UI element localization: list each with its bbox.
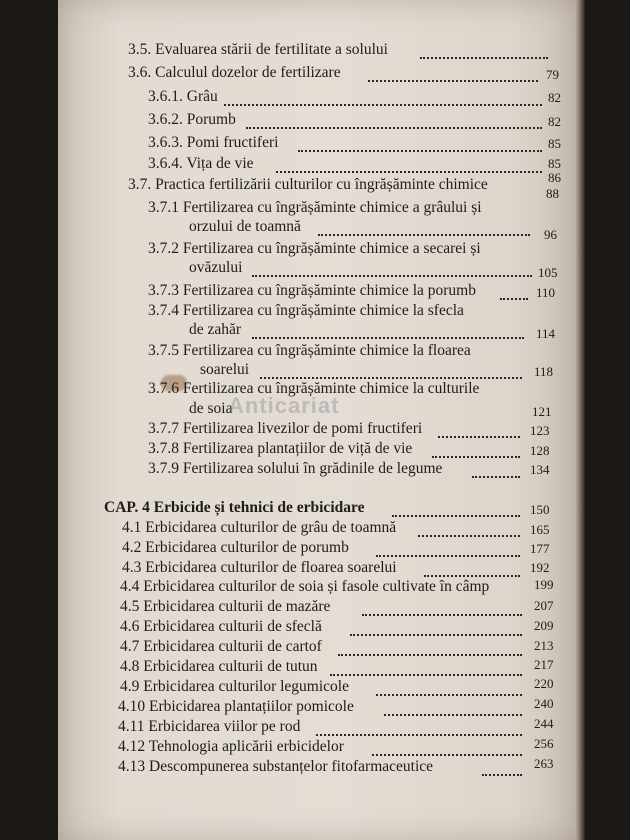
page-number: 177 (530, 541, 550, 556)
dot-leader (438, 436, 520, 438)
toc-entry: 4.2 Erbicidarea culturilor de porumb (122, 539, 349, 556)
page-number: 199 (534, 577, 554, 592)
toc-entry: 3.7.1 Fertilizarea cu îngrășăminte chimice a grâului și (148, 199, 482, 216)
dot-leader (246, 127, 542, 129)
dot-leader (260, 377, 522, 379)
toc-entry: 3.7.7 Fertilizarea livezilor de pomi fructiferi (148, 420, 423, 437)
page-number: 85 (548, 136, 561, 151)
dot-leader (392, 515, 520, 517)
page-number: 209 (534, 618, 554, 633)
page-number: 96 (544, 227, 557, 242)
dot-leader (316, 734, 522, 736)
page-number: 192 (530, 560, 550, 575)
toc-entry: 3.6.4. Vița de vie (148, 155, 254, 172)
toc-entry: 3.7.6 Fertilizarea cu îngrășăminte chimice la culturile (148, 380, 480, 397)
toc-entry-continuation: ovăzului (189, 259, 243, 276)
dot-leader (372, 754, 522, 756)
dot-leader (224, 104, 542, 106)
page-number: 240 (534, 696, 554, 711)
page-number: 85 (548, 156, 561, 171)
dot-leader (420, 57, 548, 59)
watermark: Anticariat (228, 393, 340, 418)
page-number: 256 (534, 736, 554, 751)
toc-entry: 4.4 Erbicidarea culturilor de soia și fasole cultivate în câmp (120, 578, 490, 595)
toc-entry: 4.13 Descompunerea substanțelor fitofarmaceutice (118, 758, 434, 775)
toc-entry-continuation: de soia (189, 400, 233, 417)
dot-leader (418, 535, 520, 537)
page-number: 207 (534, 598, 554, 613)
dot-leader (424, 575, 520, 577)
dot-leader (330, 674, 522, 676)
page-edge (575, 0, 585, 840)
dot-leader (362, 614, 522, 616)
dot-leader (384, 714, 522, 716)
toc-entry: 4.8 Erbicidarea culturii de tutun (120, 658, 318, 675)
toc-entry: 3.6.1. Grâu (148, 88, 218, 105)
toc-entry-continuation: orzului de toamnă (189, 218, 301, 235)
toc-entry: 3.7. Practica fertilizării culturilor cu îngrășăminte chimice (128, 176, 488, 193)
page-number: 217 (534, 657, 554, 672)
page-number: 165 (530, 522, 550, 537)
dot-leader (500, 298, 528, 300)
toc-entry: 3.7.4 Fertilizarea cu îngrășăminte chimice la sfecla (148, 302, 464, 319)
page-number: 220 (534, 676, 554, 691)
dot-leader (482, 774, 522, 776)
dot-leader (376, 694, 522, 696)
page-number: 134 (530, 462, 550, 477)
dot-leader (318, 234, 530, 236)
page-number: 121 (532, 404, 552, 419)
toc-entry: 4.12 Tehnologia aplicării erbicidelor (118, 738, 344, 755)
toc-entry: 4.9 Erbicidarea culturilor legumicole (120, 678, 349, 695)
page-number: 88 (546, 186, 559, 201)
toc-entry: 3.7.9 Fertilizarea solului în grădinile de legume (148, 460, 443, 477)
page-number: 244 (534, 716, 554, 731)
toc-entry: 4.6 Erbicidarea culturii de sfeclă (120, 618, 322, 635)
dot-leader (376, 555, 520, 557)
chapter-heading: CAP. 4 Erbicide și tehnici de erbicidare (104, 499, 365, 516)
page-number: 263 (534, 756, 554, 771)
dot-leader (252, 337, 524, 339)
toc-entry: 3.6.2. Porumb (148, 111, 236, 128)
dot-leader (432, 456, 520, 458)
dot-leader (298, 150, 542, 152)
toc-entry: 3.7.8 Fertilizarea plantațiilor de viță de vie (148, 440, 413, 457)
toc-entry-continuation: de zahăr (189, 321, 242, 338)
dot-leader (252, 275, 532, 277)
toc-entry: 4.10 Erbicidarea plantațiilor pomicole (118, 698, 354, 715)
page-number: 110 (536, 285, 556, 300)
page-number: 150 (530, 502, 550, 517)
toc-entry: 4.5 Erbicidarea culturii de mazăre (120, 598, 331, 615)
page-number: 128 (530, 443, 550, 458)
page-number: 114 (536, 326, 556, 341)
toc-entry: 3.7.3 Fertilizarea cu îngrășăminte chimice la porumb (148, 282, 476, 299)
toc-entry: 3.6. Calculul dozelor de fertilizare (128, 64, 341, 81)
dot-leader (368, 80, 538, 82)
page-number: 82 (548, 90, 561, 105)
toc-entry: 3.7.2 Fertilizarea cu îngrășăminte chimice a secarei și (148, 240, 481, 257)
dot-leader (472, 476, 520, 478)
toc-entry: 4.11 Erbicidarea viilor pe rod (118, 718, 301, 735)
dot-leader (350, 634, 522, 636)
page-number: 82 (548, 114, 561, 129)
toc-entry: 4.7 Erbicidarea culturii de cartof (120, 638, 322, 655)
page-number: 105 (538, 265, 558, 280)
page-number: 123 (530, 423, 550, 438)
dot-leader (276, 171, 542, 173)
toc-entry: 3.7.5 Fertilizarea cu îngrășăminte chimice la floarea (148, 342, 471, 359)
toc-entry-continuation: soarelui (200, 361, 250, 378)
page-number: 79 (546, 67, 559, 82)
page-number: 213 (534, 638, 554, 653)
toc-entry: 4.3 Erbicidarea culturilor de floarea soarelui (122, 559, 397, 576)
dot-leader (338, 654, 522, 656)
page-number: 118 (534, 364, 554, 379)
toc-entry: 3.6.3. Pomi fructiferi (148, 134, 279, 151)
toc-entry: 3.5. Evaluarea stării de fertilitate a solului (128, 41, 388, 58)
toc-entry: 4.1 Erbicidarea culturilor de grâu de toamnă (122, 519, 397, 536)
page-number: 86 (548, 170, 561, 185)
